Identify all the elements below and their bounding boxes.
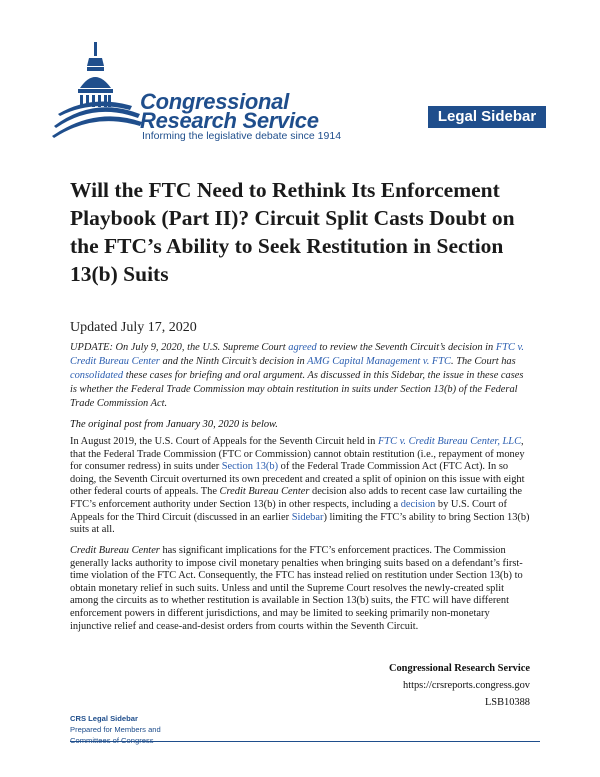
original-post-note: The original post from January 30, 2020 is below. xyxy=(70,419,278,430)
p1-case-name: Credit Bureau Center xyxy=(219,486,310,498)
crs-logo xyxy=(50,40,370,150)
update-text-3: and the Ninth Circuit’s decision in xyxy=(159,356,308,367)
footer-title: CRS Legal Sidebar xyxy=(70,714,138,723)
org-name xyxy=(140,89,319,133)
p1-text-6: ) limiting the FTC’s ability to bring Section 13(b) suits at all. xyxy=(70,511,530,536)
page-title: Will the FTC Need to Rethink Its Enforcement Playbook (Part II)? Circuit Split Casts Doubt on the FTC’s Ability to Seek Restitution in Section 13(b) Suits xyxy=(70,178,515,286)
ftc-v-credit-bureau-center-link[interactable]: FTC v. Credit Bureau Center xyxy=(70,342,524,367)
section-13b-link[interactable]: Section 13(b) xyxy=(221,461,279,473)
credit-bureau-center-case-link[interactable]: FTC v. Credit Bureau Center, LLC xyxy=(377,436,522,447)
body-paragraph-2 xyxy=(70,545,532,633)
p1-text-3: of the Federal Trade Commission Act (FTC Act). In so doing, the Seventh Circuit overturned its own precedent and created a split of opinion on this issue with eight other federal courts of appeals. The xyxy=(70,461,525,498)
p2-text-1: has significant implications for the FTC’s enforcement practices. The Commission generally lacks authority to impose civil monetary penalties when bringing suits based on a defendant’s first-time violation of the FTC Act. Consequently, the FTC has instead relied on restitution under Section 13(b) to obtain monetary relief in such suits. Unless and until the Supreme Court resolves the newly-created split among the circuits as to whether restitution is available in Section 13(b) suits, the FTC will have different enforcement powers in different jurisdictions, and may be limited to seeking primarily non-monetary injunctive relief and cease-and-desist orders from courts within the Seventh Circuit. xyxy=(70,545,523,632)
p2-case-name: Credit Bureau Center xyxy=(70,545,160,556)
org-name-line2: Research Service xyxy=(140,108,319,133)
p1-text-2: , that the Federal Trade Commission (FTC or Commission) cannot obtain restitution (i.e., repayment of money for consumer redress) in suits under xyxy=(70,436,525,473)
amg-capital-management-link[interactable]: AMG Capital Management v. FTC xyxy=(307,356,451,367)
p1-text-1: In August 2019, the U.S. Court of Appeals for the Seventh Circuit held in xyxy=(70,436,378,447)
footer-line2: Prepared for Members and xyxy=(70,725,161,734)
report-id: LSB10388 xyxy=(484,697,530,708)
sidebar-link[interactable]: Sidebar xyxy=(291,511,324,523)
crs-url[interactable]: https://crsreports.congress.gov xyxy=(403,680,530,691)
decision-link[interactable]: decision xyxy=(400,498,436,510)
update-text-1: UPDATE: On July 9, 2020, the U.S. Supreme Court xyxy=(70,342,289,353)
update-text-2: to review the Seventh Circuit’s decision in xyxy=(316,342,496,353)
legal-sidebar-badge: Legal Sidebar xyxy=(428,106,546,128)
crs-org-name: Congressional Research Service xyxy=(388,663,530,674)
agreed-link[interactable]: agreed xyxy=(288,342,317,353)
p1-text-4: decision also adds to recent case law curtailing the FTC’s enforcement authority under Section 13(b) in other respects, including a xyxy=(70,486,523,510)
update-text-4: . The Court has xyxy=(451,356,516,367)
org-name-line1: Congressional xyxy=(140,89,289,114)
updated-date: Updated July 17, 2020 xyxy=(70,320,197,335)
org-tagline: Informing the legislative debate since 1914 xyxy=(142,130,342,142)
update-text-5: these cases for briefing and oral argument. As discussed in this Sidebar, the issue in these cases is whether the Federal Trade Commission may obtain restitution in suits under Section 13(b) of the Federal Trade Commission Act. xyxy=(70,370,524,409)
footer-divider xyxy=(70,741,540,742)
capitol-dome-icon xyxy=(50,40,145,150)
p1-text-5: by U.S. Court of Appeals for the Third Circuit (discussed in an earlier xyxy=(70,498,507,523)
update-note xyxy=(70,341,532,411)
body-paragraph-1 xyxy=(70,436,532,537)
footer-line3: Committees of Congress xyxy=(70,736,154,745)
crs-signature xyxy=(389,660,530,711)
consolidated-link[interactable]: consolidated xyxy=(70,370,124,381)
